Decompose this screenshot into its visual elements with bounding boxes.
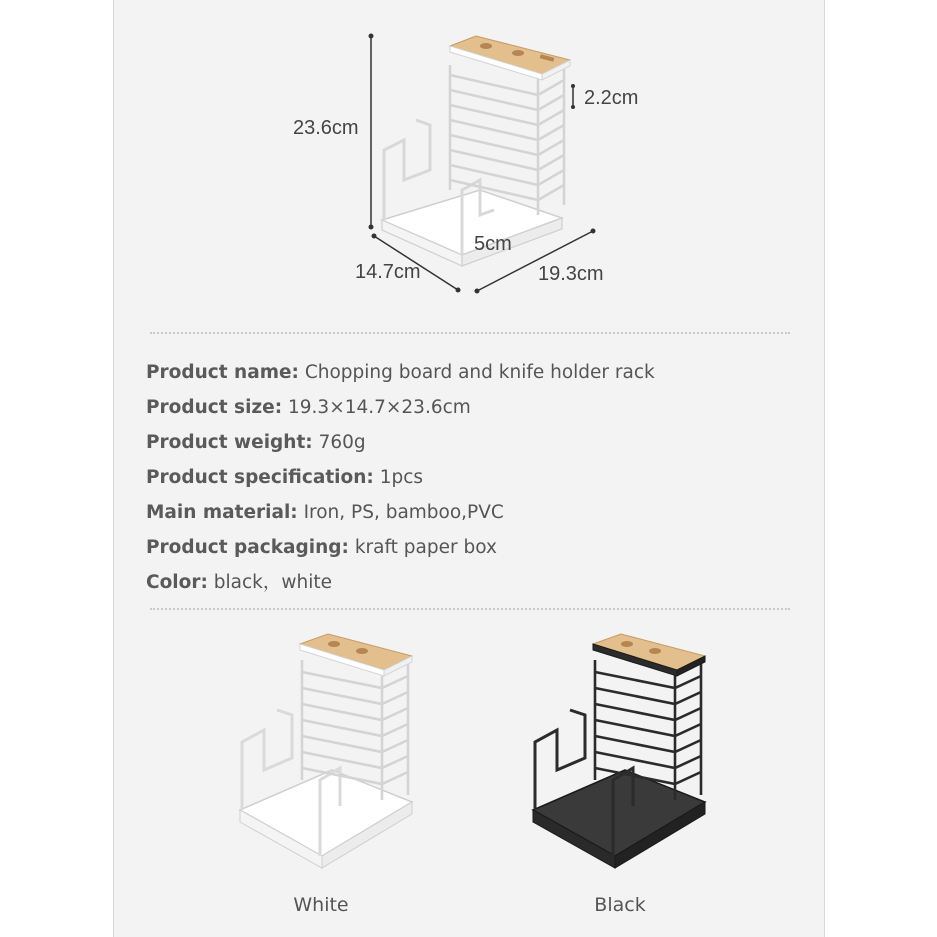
divider-top [150,332,790,334]
spec-value: Chopping board and knife holder rack [304,362,655,383]
dimension-depth: 14.7cm [355,261,421,283]
spec-value: 760g [318,432,366,453]
dimension-inner-width: 5cm [474,233,512,255]
variant-white-image [222,630,422,870]
card-border-right [824,0,825,937]
spec-label: Product weight: [146,432,313,453]
divider-bottom [150,608,790,610]
spec-label: Product name: [146,362,299,383]
spec-label: Product specification: [146,467,374,488]
spec-product-size [146,397,471,419]
spec-label: Product size: [146,397,283,418]
card-border-left [113,0,114,937]
dimension-height: 23.6cm [293,117,359,139]
spec-product-specification [146,467,423,489]
variant-white-label: White [293,894,349,916]
spec-main-material [146,502,504,524]
spec-value: 1pcs [379,467,424,488]
dimension-slot-gap: 2.2cm [584,87,639,109]
variant-black-image [515,630,715,870]
spec-label: Main material: [146,502,298,523]
spec-product-name [146,362,655,384]
variant-black-label: Black [594,894,646,916]
spec-product-weight [146,432,366,454]
spec-color [146,572,332,594]
spec-label: Product packaging: [146,537,349,558]
spec-label: Color: [146,572,208,593]
spec-value: kraft paper box [354,537,497,558]
dimension-length: 19.3cm [538,263,604,285]
spec-value: black，white [213,572,332,593]
spec-product-packaging [146,537,497,559]
spec-value: Iron, PS, bamboo,PVC [303,502,504,523]
spec-value: 19.3×14.7×23.6cm [288,397,471,418]
